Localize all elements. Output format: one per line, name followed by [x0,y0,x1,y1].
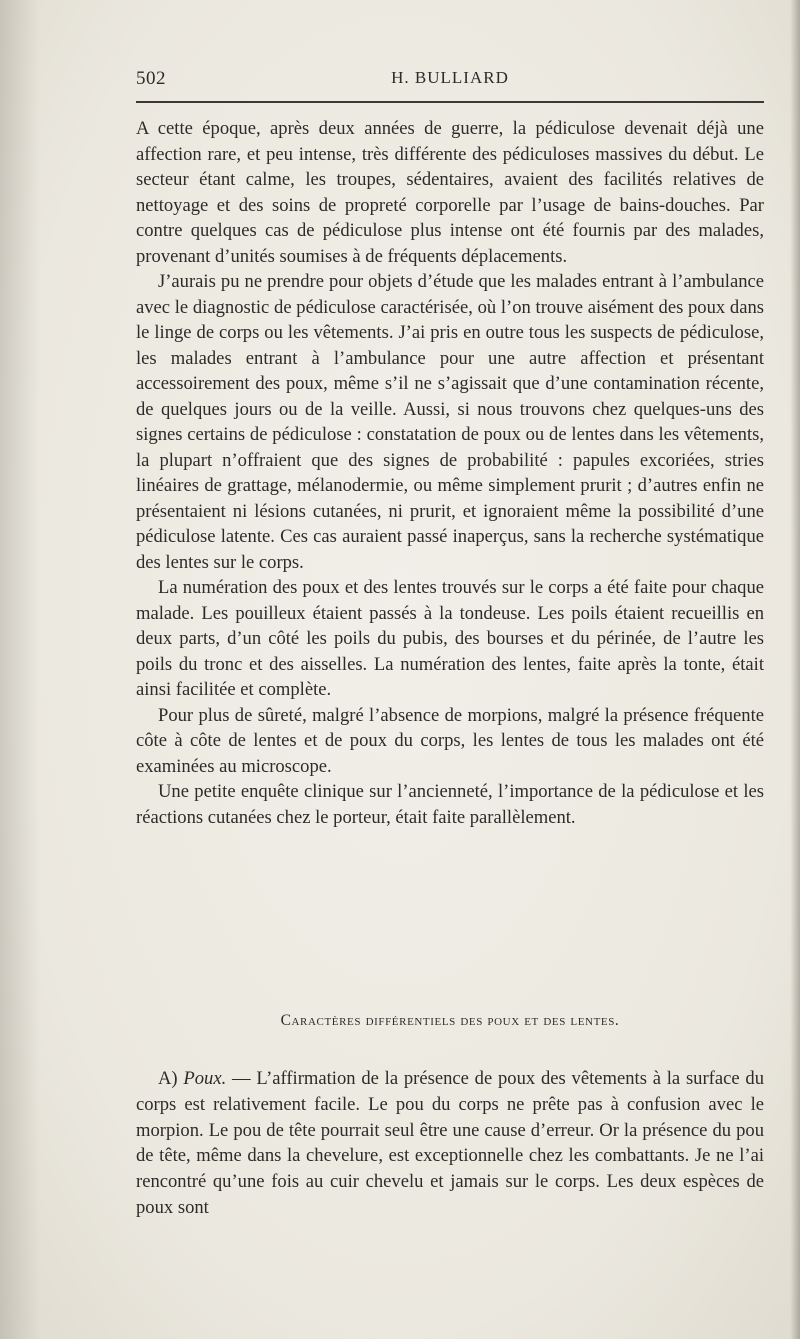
paragraph-5: Une petite enquête clinique sur l’ancienneté, l’importance de la pédiculose et les réactions cutanées chez le porteur, était faite parallèlement. [136,781,764,828]
right-page-shadow [790,0,800,1339]
header-author: H. BULLIARD [391,68,509,87]
paragraph-1: A cette époque, après deux années de guerre, la pédiculose devenait déjà une affection rare, et peu intense, très différente des pédiculoses massives du début. Le secteur étant calme, les troupes, sédentaires, avaient des facilités relatives de nettoyage et des soins de propreté corporelle par l’usage de bains-douches. Par contre quelques cas de pédiculose plus intense ont été fournis par des malades, provenant d’unités soumises à de fréquents déplacements. [136,118,764,267]
paragraph-3: La numération des poux et des lentes trouvés sur le corps a été faite pour chaque malade. Les pouilleux étaient passés à la tondeuse. Les poils étaient recueillis en deux parts, d’un côté les poils du pubis, des bourses et du périnée, de l’autre les poils du tronc et des aisselles. La numération des lentes, faite après la tonte, était ainsi facilitée et complète. [136,577,764,700]
paragraph-4: Pour plus de sûreté, malgré l’absence de morpions, malgré la présence fréquente côte à côte de lentes et de poux du corps, les lentes de tous les malades ont été examinées au microscope. [136,704,764,777]
lead-label: A) [158,1068,178,1089]
paragraph-2: J’aurais pu ne prendre pour objets d’étude que les malades entrant à l’ambulance avec le diagnostic de pédiculose caractérisée, où l’on trouve aisément des poux dans le linge de corps ou les vêtements. J’ai pris en outre tous les suspects de pédiculose, les malades entrant à l’ambulance pour une autre affection et présentant accessoirement des poux, même s’il ne s’agissait que d’une contamination récente, de quelques jours ou de la veille. Aussi, si nous trouvons chez quelques-uns des signes certains de pédiculose : constatation de poux ou de lentes dans les vêtements, la plupart n’offraient que des signes de probabilité : papules excoriées, stries linéaires de grattage, mélanodermie, ou même simplement prurit ; d’autres enfin ne présentaient ni lésions cutanées, ni prurit, et ignoraient même la possibilité d’une pédiculose latente. Ces cas auraient passé inaperçus, sans la recherche systématique des lentes sur le corps. [136,271,764,573]
lead-italic: Poux. [183,1068,227,1089]
header-rule [136,101,764,103]
page-number: 502 [136,68,166,89]
left-page-shadow [0,0,40,1339]
lead-text: — L’affirmation de la présence de poux des vêtements à la surface du corps est relativement facile. Le pou du corps ne prête pas à confusion avec le morpion. Le pou de tête pourrait seul être une cause d’erreur. Or la présence du pou de tête, même dans la chevelure, est exceptionnelle chez les combattants. Je ne l’ai rencontré qu’une fois au cuir chevelu et jamais sur le corps. Les deux espèces de poux sont [136,1068,764,1218]
section-body [136,1066,764,1221]
section-heading: Caractères différentiels des poux et des lentes. [280,1012,620,1029]
running-head [136,68,764,92]
section-paragraph [136,1066,764,1221]
body-text [136,116,764,830]
